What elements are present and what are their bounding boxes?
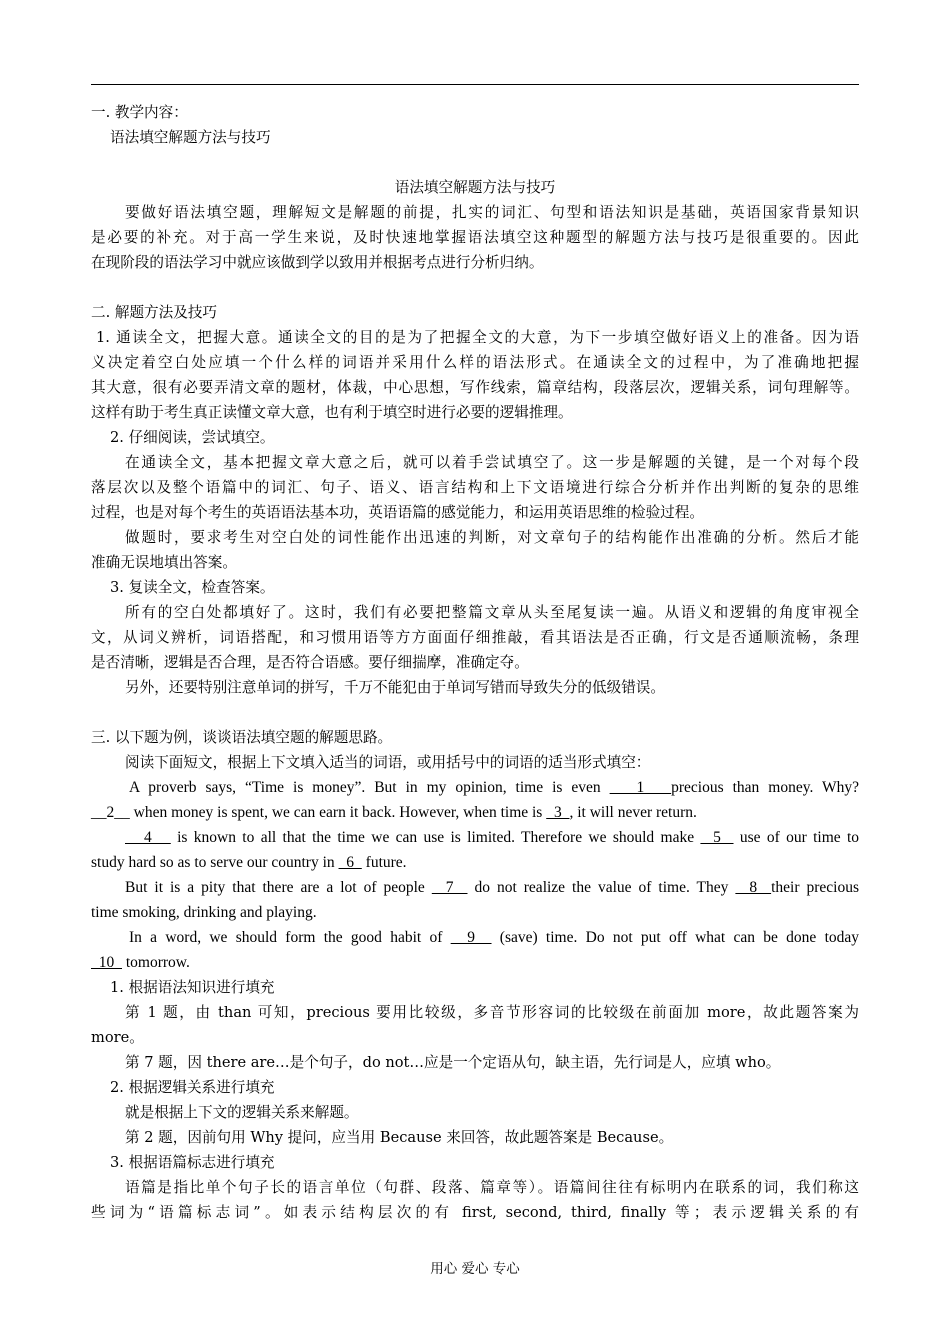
- document-page: [91, 100, 859, 1225]
- section-1-subtitle: 语法填空解题方法与技巧: [110, 129, 271, 146]
- s2-p2-line-3: 过程，也是对每个考生的英语语法基本功，英语语篇的感觉能力，和运用英语思维的检验过程。: [91, 504, 704, 521]
- s2-p2-line-2: 落层次以及整个语篇中的词汇、句子、语义、语言结构和上下文语境进行综合分析并作出判断的复杂的思维: [91, 479, 859, 496]
- passage-line-7: In a word, we should form the good habit of 9 (save) time. Do not put off what can be done today: [129, 929, 859, 946]
- blank-6: 6: [338, 854, 362, 871]
- s2-p1-line-1: 1. 通读全文，把握大意。通读全文的目的是为了把握全文的大意，为下一步填空做好语义上的准备。因为语: [96, 329, 859, 346]
- blank-7: 7: [431, 879, 468, 896]
- blank-1: 1: [609, 779, 672, 796]
- method-2-line-1: 就是根据上下文的逻辑关系来解题。: [125, 1104, 359, 1121]
- blank-3: 3: [546, 804, 570, 821]
- passage-line-4: study hard so as to serve our country in 6 future.: [91, 854, 407, 871]
- blank-2: __2__: [91, 804, 130, 821]
- intro-line-2: 是必要的补充。对于高一学生来说，及时快速地掌握语法填空这种题型的解题方法与技巧是很重要的。因此: [91, 229, 859, 246]
- section-3-title: 三. 以下题为例，谈谈语法填空题的解题思路。: [91, 729, 393, 746]
- passage-line-3: 4 is known to all that the time we can use is limited. Therefore we should make 5 use of our time to: [125, 829, 859, 846]
- blank-8: 8: [735, 879, 772, 896]
- s2-heading-3: 3. 复读全文，检查答案。: [110, 579, 275, 596]
- method-2-heading: 2. 根据逻辑关系进行填充: [110, 1079, 275, 1096]
- passage-line-1: A proverb says, “Time is money”. But in my opinion, time is even 1 precious than money. Why?: [129, 779, 859, 796]
- s2-p3-line-2: 准确无误地填出答案。: [91, 554, 237, 571]
- s2-p5: 另外，还要特别注意单词的拼写，千万不能犯由于单词写错而导致失分的低级错误。: [125, 679, 665, 696]
- method-3-heading: 3. 根据语篇标志进行填充: [110, 1154, 275, 1171]
- s3-instruction: 阅读下面短文，根据上下文填入适当的词语，或用括号中的词语的适当形式填空：: [125, 754, 651, 771]
- section-1-title: 一. 教学内容：: [91, 104, 188, 121]
- blank-9: 9: [450, 929, 492, 946]
- method-3-line-1: 语篇是指比单个句子长的语言单位（句群、段落、篇章等）。语篇间往往有标明内在联系的词，我们称这: [125, 1179, 859, 1196]
- intro-heading: 语法填空解题方法与技巧: [394, 179, 556, 196]
- section-2-title: 二. 解题方法及技巧: [91, 304, 218, 321]
- blank-10: 10: [91, 954, 122, 971]
- s2-p1-line-3: 其大意，很有必要弄清文章的题材，体裁，中心思想，写作线索，篇章结构，段落层次，逻辑关系，词句理解等。: [91, 379, 859, 396]
- s2-p4-line-1: 所有的空白处都填好了。这时，我们有必要把整篇文章从头至尾复读一遍。从语义和逻辑的角度审视全: [125, 604, 859, 621]
- s2-p1-line-2: 义决定着空白处应填一个什么样的词语并采用什么样的语法形式。在通读全文的过程中，为了准确地把握: [91, 354, 859, 371]
- method-1-line-2: more。: [91, 1029, 144, 1046]
- blank-4: 4: [125, 829, 171, 846]
- method-1-line-1: 第 1 题，由 than 可知，precious 要用比较级，多音节形容词的比较级在前面加 more，故此题答案为: [125, 1004, 859, 1021]
- s2-heading-2: 2. 仔细阅读，尝试填空。: [110, 429, 275, 446]
- intro-line-1: 要做好语法填空题，理解短文是解题的前提，扎实的词汇、句型和语法知识是基础，英语国家背景知识: [125, 204, 859, 221]
- method-3-line-2: 些词为“语篇标志词”。如表示结构层次的有 first, second, third, finally 等；表示逻辑关系的有: [91, 1204, 859, 1221]
- page-footer: 用心 爱心 专心: [430, 1261, 520, 1277]
- method-1-line-3: 第 7 题，因 there are…是个句子，do not…应是一个定语从句，缺主语，先行词是人，应填 who。: [125, 1054, 781, 1071]
- passage-line-8: 10 tomorrow.: [91, 954, 190, 971]
- s2-p4-line-2: 文，从词义辨析，词语搭配，和习惯用语等方方面面仔细推敲，看其语法是否正确，行文是否通顺流畅，条理: [91, 629, 859, 646]
- passage-line-6: time smoking, drinking and playing.: [91, 904, 317, 921]
- s2-p2-line-1: 在通读全文，基本把握文章大意之后，就可以着手尝试填空了。这一步是解题的关键，是一个对每个段: [125, 454, 859, 471]
- s2-p1-line-4: 这样有助于考生真正读懂文章大意，也有利于填空时进行必要的逻辑推理。: [91, 404, 573, 421]
- intro-line-3: 在现阶段的语法学习中就应该做到学以致用并根据考点进行分析归纳。: [91, 254, 544, 271]
- passage-line-5: But it is a pity that there are a lot of people 7 do not realize the value of time. They 8 their precious: [125, 879, 859, 896]
- s2-p4-line-3: 是否清晰，逻辑是否合理，是否符合语感。要仔细揣摩，准确定夺。: [91, 654, 529, 671]
- blank-5: 5: [700, 829, 734, 846]
- s2-p3-line-1: 做题时，要求考生对空白处的词性能作出迅速的判断，对文章句子的结构能作出准确的分析。然后才能: [125, 529, 859, 546]
- method-1-heading: 1. 根据语法知识进行填充: [110, 979, 275, 996]
- method-2-line-2: 第 2 题，因前句用 Why 提问，应当用 Because 来回答，故此题答案是 Because。: [125, 1129, 674, 1146]
- passage-line-2: __2__ when money is spent, we can earn it back. However, when time is 3 , it will never return.: [91, 804, 697, 821]
- header-rule: [91, 84, 859, 85]
